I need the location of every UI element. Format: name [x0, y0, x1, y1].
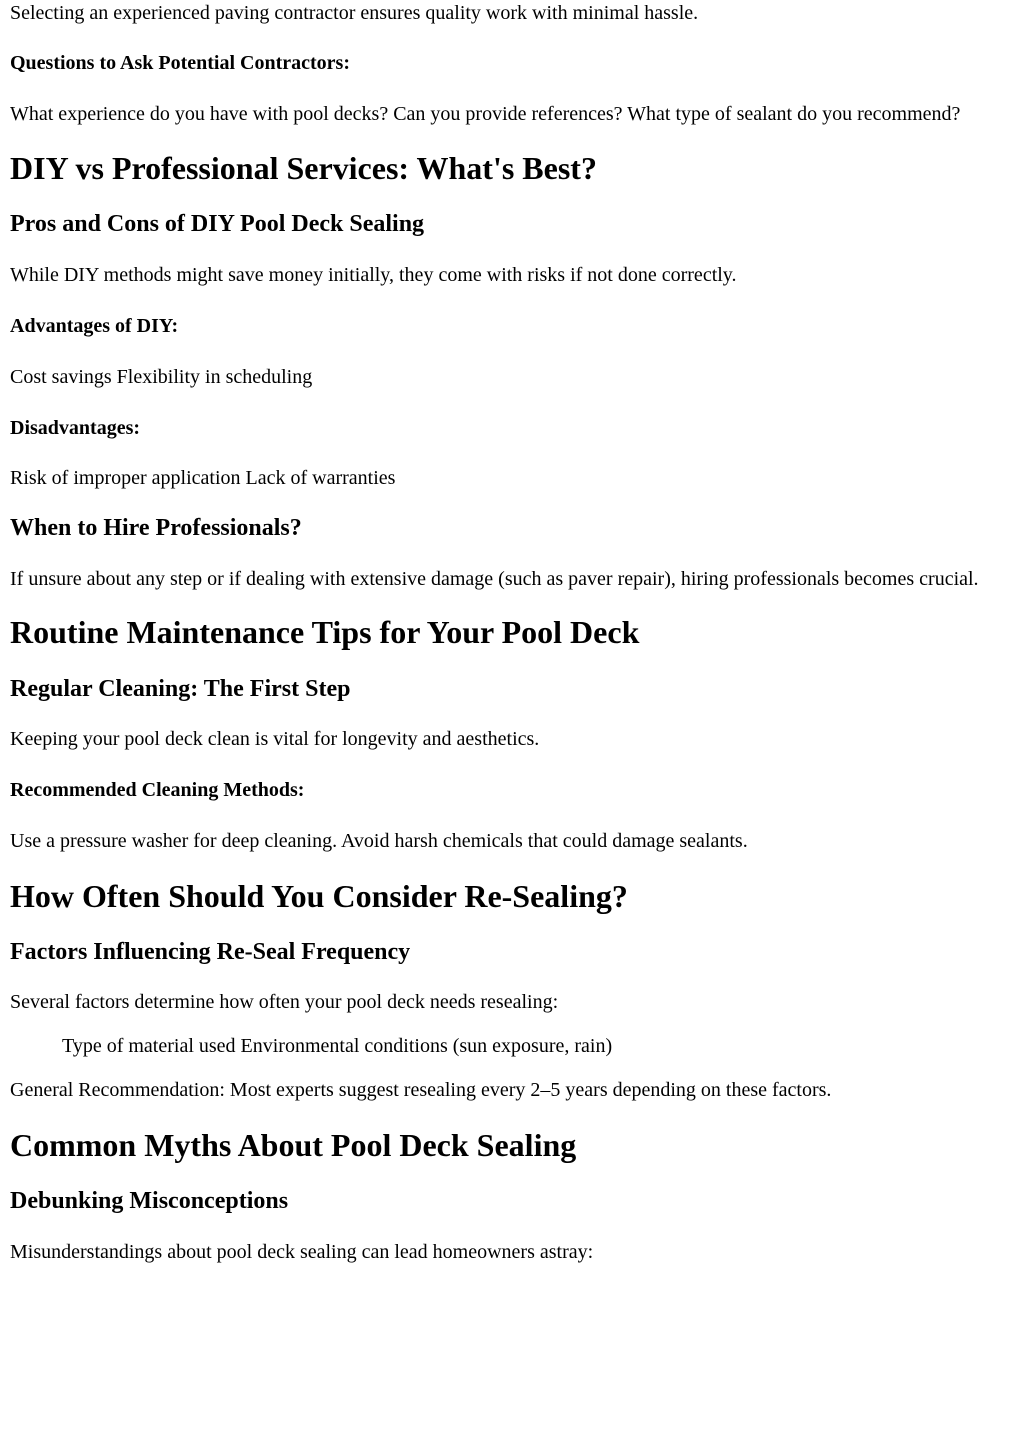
paragraph-questions: What experience do you have with pool decks? Can you provide references? What type of sealant do you recommend?	[10, 103, 961, 125]
heading-resealing-frequency: How Often Should You Consider Re-Sealing?	[10, 878, 628, 914]
heading-when-to-hire: When to Hire Professionals?	[10, 515, 302, 541]
subheading-advantages: Advantages of DIY:	[10, 315, 179, 337]
heading-pros-cons-diy: Pros and Cons of DIY Pool Deck Sealing	[10, 211, 425, 237]
heading-diy-vs-professional: DIY vs Professional Services: What's Best?	[10, 150, 597, 186]
heading-routine-maintenance: Routine Maintenance Tips for Your Pool Deck	[10, 614, 640, 650]
subheading-disadvantages: Disadvantages:	[10, 417, 141, 439]
paragraph-general-recommendation: General Recommendation: Most experts suggest resealing every 2–5 years depending on these factors.	[10, 1079, 832, 1101]
paragraph-hire-professionals: If unsure about any step or if dealing with extensive damage (such as paver repair), hiring professionals becomes crucial.	[10, 568, 979, 590]
list-item-factors: Type of material used Environmental conditions (sun exposure, rain)	[62, 1035, 613, 1057]
paragraph-cleaning-methods: Use a pressure washer for deep cleaning. Avoid harsh chemicals that could damage sealants.	[10, 830, 748, 852]
heading-reseal-factors: Factors Influencing Re-Seal Frequency	[10, 939, 411, 965]
paragraph-diy-risks: While DIY methods might save money initially, they come with risks if not done correctly.	[10, 264, 737, 286]
heading-regular-cleaning: Regular Cleaning: The First Step	[10, 676, 351, 702]
paragraph-advantages: Cost savings Flexibility in scheduling	[10, 366, 313, 388]
paragraph-misunderstandings: Misunderstandings about pool deck sealing can lead homeowners astray:	[10, 1241, 594, 1263]
heading-common-myths: Common Myths About Pool Deck Sealing	[10, 1127, 577, 1163]
subheading-cleaning-methods: Recommended Cleaning Methods:	[10, 779, 305, 801]
paragraph-disadvantages: Risk of improper application Lack of warranties	[10, 467, 396, 489]
paragraph-factors-intro: Several factors determine how often your pool deck needs resealing:	[10, 991, 559, 1013]
heading-debunking: Debunking Misconceptions	[10, 1188, 289, 1214]
paragraph-contractor-intro: Selecting an experienced paving contractor ensures quality work with minimal hassle.	[10, 2, 699, 24]
paragraph-keep-clean: Keeping your pool deck clean is vital for longevity and aesthetics.	[10, 728, 540, 750]
subheading-questions: Questions to Ask Potential Contractors:	[10, 52, 350, 74]
